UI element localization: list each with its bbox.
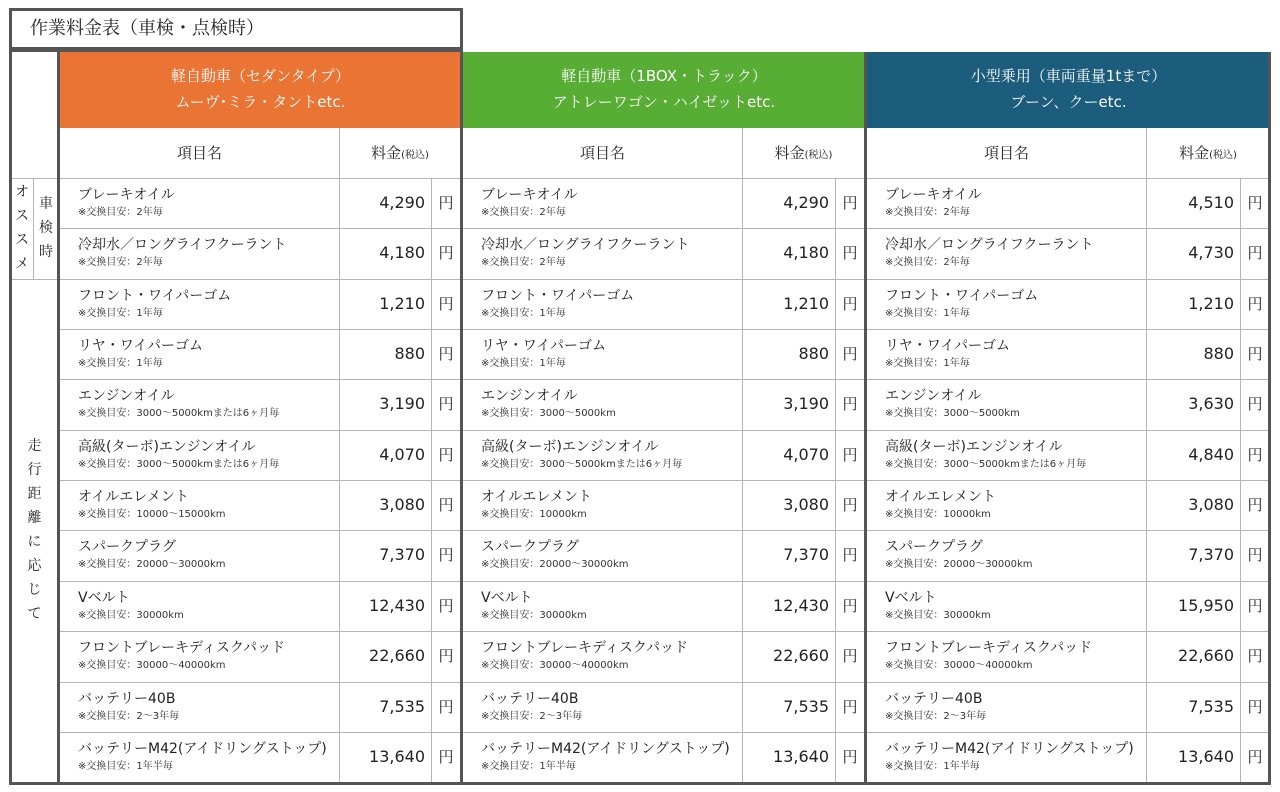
row-divider <box>60 379 461 380</box>
yen-unit: 円 <box>842 395 858 414</box>
yen-unit: 円 <box>842 546 858 565</box>
item-price: 880 <box>798 344 829 364</box>
item-name-cell <box>867 228 1146 278</box>
item-price: 7,535 <box>1188 696 1234 716</box>
item-name-cell <box>60 631 339 681</box>
item-name-cell <box>463 581 742 631</box>
item-name: スパークプラグ <box>885 539 983 556</box>
side-divider <box>9 178 60 179</box>
item-name-cell <box>463 178 742 228</box>
row-divider <box>867 581 1270 582</box>
side-label-char: ス <box>15 208 29 224</box>
yen-divider <box>1240 178 1241 782</box>
item-note: ※交換目安：1年毎 <box>885 358 970 370</box>
item-price: 22,660 <box>773 646 829 666</box>
item-name: バッテリー40B <box>885 690 983 707</box>
item-price: 22,660 <box>369 646 425 666</box>
side-label-char: 離 <box>27 510 42 526</box>
side-column-border <box>57 49 60 785</box>
item-note: ※交換目安：2年毎 <box>78 207 163 218</box>
item-price: 7,370 <box>379 545 425 565</box>
item-name-cell <box>463 329 742 379</box>
item-note: ※交換目安：1年毎 <box>78 307 163 319</box>
item-name-cell <box>867 682 1146 732</box>
row-divider <box>463 581 865 582</box>
yen-unit: 円 <box>1247 445 1263 464</box>
item-note: ※交換目安：2年毎 <box>885 257 970 269</box>
item-name-cell <box>60 732 339 782</box>
item-note: ※交換目安：30000km <box>78 609 184 621</box>
item-name: 高級(ターボ)エンジンオイル <box>78 438 256 455</box>
row-divider <box>463 530 865 531</box>
item-note: ※交換目安：10000〜15000km <box>78 509 226 521</box>
group-header-2 <box>463 52 865 128</box>
item-price: 7,370 <box>1188 545 1234 565</box>
item-price: 4,730 <box>1188 243 1234 263</box>
item-name-cell <box>60 228 339 278</box>
item-price: 12,430 <box>773 595 829 615</box>
row-divider <box>867 530 1270 531</box>
group-header-3 <box>867 52 1270 128</box>
row-divider <box>867 732 1270 733</box>
item-name: Vベルト <box>885 589 937 606</box>
price-label: 料金 <box>371 144 402 162</box>
yen-divider <box>431 178 432 782</box>
side-label-char: メ <box>15 256 29 272</box>
item-name-cell <box>463 279 742 329</box>
row-divider <box>463 279 865 280</box>
item-price: 7,535 <box>379 696 425 716</box>
side-label-char: に <box>27 534 42 550</box>
row-divider <box>60 279 461 280</box>
item-note: ※交換目安：2年毎 <box>885 207 970 218</box>
yen-unit: 円 <box>1247 596 1263 615</box>
item-note: ※交換目安：10000km <box>481 509 587 521</box>
item-note: ※交換目安：3000〜5000kmまたは6ヶ月毎 <box>885 458 1087 470</box>
yen-unit: 円 <box>438 194 454 212</box>
row-divider <box>867 631 1270 632</box>
item-price: 3,190 <box>379 394 425 414</box>
row-divider <box>60 480 461 481</box>
row-divider <box>60 631 461 632</box>
item-name-cell <box>463 480 742 530</box>
yen-unit: 円 <box>1247 496 1263 515</box>
column-header-price <box>339 128 461 178</box>
item-note: ※交換目安：1年半毎 <box>78 760 173 772</box>
row-divider <box>867 329 1270 330</box>
tax-included-label: (税込) <box>1209 150 1237 161</box>
item-name: オイルエレメント <box>78 489 189 506</box>
yen-unit: 円 <box>842 294 858 313</box>
item-note: ※交換目安：30000km <box>481 609 587 621</box>
item-name: スパークプラグ <box>481 539 579 556</box>
item-note: ※交換目安：2〜3年毎 <box>481 710 583 722</box>
item-note: ※交換目安：2年毎 <box>78 257 163 269</box>
column-divider <box>339 128 340 782</box>
column-header-item: 項目名 <box>176 144 222 162</box>
item-name: 高級(ターボ)エンジンオイル <box>481 438 659 455</box>
outer-left-border <box>9 49 12 785</box>
item-price: 4,180 <box>783 243 829 263</box>
side-label-char: オ <box>15 184 29 200</box>
item-name-cell <box>60 379 339 429</box>
row-divider <box>867 430 1270 431</box>
yen-unit: 円 <box>1247 395 1263 414</box>
side-label-char: 走 <box>27 438 42 454</box>
tax-included-label: (税込) <box>401 150 429 161</box>
item-name: フロントブレーキディスクパッド <box>481 640 689 657</box>
item-name: バッテリー40B <box>78 690 176 707</box>
side-label-char: 検 <box>39 220 53 236</box>
item-name-cell <box>867 329 1146 379</box>
row-divider <box>60 530 461 531</box>
item-name-cell <box>463 732 742 782</box>
yen-unit: 円 <box>438 395 454 414</box>
side-label-char: 距 <box>27 486 42 502</box>
item-note: ※交換目安：1年毎 <box>885 307 970 319</box>
row-divider <box>60 228 461 229</box>
side-label-inspection <box>34 192 58 264</box>
item-name: バッテリー40B <box>481 690 579 707</box>
item-name: 冷却水／ロングライフクーラント <box>481 237 690 254</box>
item-note: ※交換目安：3000〜5000kmまたは6ヶ月毎 <box>78 458 280 470</box>
item-name: ブレーキオイル <box>885 187 982 203</box>
outer-right-border <box>1268 52 1271 785</box>
row-divider <box>867 379 1270 380</box>
item-name: 冷却水／ロングライフクーラント <box>885 237 1094 254</box>
row-divider <box>867 682 1270 683</box>
yen-unit: 円 <box>842 697 858 716</box>
item-name-cell <box>463 430 742 480</box>
item-price: 880 <box>394 344 425 364</box>
yen-unit: 円 <box>842 244 858 263</box>
item-price: 4,290 <box>379 193 425 212</box>
item-price: 1,210 <box>379 293 425 313</box>
item-name: フロント・ワイパーゴム <box>885 287 1039 304</box>
row-divider <box>463 480 865 481</box>
row-divider <box>60 581 461 582</box>
item-price: 13,640 <box>1178 746 1234 766</box>
item-price: 1,210 <box>1188 293 1234 313</box>
group-header-line2: ムーヴ･ミラ・タントetc. <box>175 93 346 111</box>
yen-unit: 円 <box>438 445 454 464</box>
yen-unit: 円 <box>1247 244 1263 263</box>
item-note: ※交換目安：30000〜40000km <box>481 660 629 672</box>
item-note: ※交換目安：1年半毎 <box>885 760 980 772</box>
group-header-line2: アトレーワゴン・ハイゼットetc. <box>552 93 776 111</box>
item-name: ブレーキオイル <box>481 187 578 203</box>
group-header-line2: ブーン、クーetc. <box>1010 93 1127 111</box>
row-divider <box>867 480 1270 481</box>
item-name-cell <box>867 480 1146 530</box>
item-note: ※交換目安：2年毎 <box>481 207 566 218</box>
column-header-item: 項目名 <box>983 144 1029 162</box>
price-label: 料金 <box>1179 144 1210 162</box>
column-header-item: 項目名 <box>579 144 625 162</box>
item-name-cell <box>60 430 339 480</box>
item-price: 3,080 <box>783 495 829 515</box>
item-note: ※交換目安：3000〜5000km <box>885 408 1020 420</box>
column-divider <box>1146 128 1147 782</box>
outer-top-border <box>9 49 463 52</box>
item-name: エンジンオイル <box>481 388 578 405</box>
row-divider <box>463 631 865 632</box>
side-label-char: て <box>27 606 42 622</box>
side-label-char: 行 <box>27 462 42 478</box>
price-label: 料金 <box>774 144 805 162</box>
side-label-mileage <box>11 434 58 626</box>
header-divider <box>867 178 1270 179</box>
item-price: 4,070 <box>783 444 829 464</box>
item-price: 4,070 <box>379 444 425 464</box>
item-name: フロントブレーキディスクパッド <box>78 640 286 657</box>
item-price: 4,180 <box>379 243 425 263</box>
item-name-cell <box>60 480 339 530</box>
item-name-cell <box>867 631 1146 681</box>
item-name-cell <box>867 178 1146 228</box>
item-name: Vベルト <box>481 589 533 606</box>
item-note: ※交換目安：3000〜5000kmまたは6ヶ月毎 <box>481 458 683 470</box>
yen-divider <box>835 178 836 782</box>
item-name: バッテリーM42(アイドリングストップ) <box>481 740 730 757</box>
yen-unit: 円 <box>438 546 454 565</box>
item-name-cell <box>463 631 742 681</box>
item-name-cell <box>867 379 1146 429</box>
item-price: 4,840 <box>1188 444 1234 464</box>
page-title: 作業料金表（車検・点検時） <box>9 8 463 50</box>
row-divider <box>463 430 865 431</box>
yen-unit: 円 <box>438 496 454 515</box>
item-note: ※交換目安：1年毎 <box>481 307 566 319</box>
item-name: スパークプラグ <box>78 539 176 556</box>
yen-unit: 円 <box>842 194 858 212</box>
item-note: ※交換目安：1年毎 <box>481 358 566 370</box>
item-price: 7,535 <box>783 696 829 716</box>
item-note: ※交換目安：2年毎 <box>481 257 566 269</box>
item-name: エンジンオイル <box>885 388 982 405</box>
item-note: ※交換目安：30000km <box>885 609 991 621</box>
item-name: オイルエレメント <box>481 489 592 506</box>
row-divider <box>60 329 461 330</box>
yen-unit: 円 <box>1247 345 1263 364</box>
item-name-cell <box>867 279 1146 329</box>
yen-unit: 円 <box>842 345 858 364</box>
group-border <box>460 49 463 785</box>
yen-unit: 円 <box>842 747 858 766</box>
item-price: 7,370 <box>783 545 829 565</box>
item-name: 冷却水／ロングライフクーラント <box>78 237 287 254</box>
group-header-line1: 軽自動車（1BOX・トラック） <box>561 67 767 85</box>
group-header-line1: 小型乗用（車両重量1tまで） <box>970 67 1167 85</box>
tax-included-label: (税込) <box>804 150 833 161</box>
item-note: ※交換目安：1年半毎 <box>481 760 576 772</box>
row-divider <box>463 228 865 229</box>
yen-unit: 円 <box>1247 294 1263 313</box>
item-price: 3,630 <box>1188 394 1234 414</box>
row-divider <box>60 430 461 431</box>
item-note: ※交換目安：20000〜30000km <box>78 559 226 571</box>
item-name-cell <box>867 732 1146 782</box>
yen-unit: 円 <box>842 445 858 464</box>
yen-unit: 円 <box>438 747 454 766</box>
item-price: 13,640 <box>369 746 425 766</box>
row-divider <box>60 682 461 683</box>
item-name-cell <box>867 530 1146 580</box>
item-name-cell <box>463 530 742 580</box>
item-name-cell <box>60 178 339 228</box>
yen-unit: 円 <box>438 596 454 615</box>
item-price: 3,080 <box>379 495 425 515</box>
item-name-cell <box>867 430 1146 480</box>
item-name-cell <box>463 228 742 278</box>
item-note: ※交換目安：30000〜40000km <box>78 660 226 672</box>
row-divider <box>463 329 865 330</box>
column-header-price <box>742 128 865 178</box>
row-divider <box>867 279 1270 280</box>
item-price: 12,430 <box>369 595 425 615</box>
item-name-cell <box>60 279 339 329</box>
item-price: 4,290 <box>783 193 829 212</box>
group-border <box>864 52 867 785</box>
item-note: ※交換目安：30000〜40000km <box>885 660 1033 672</box>
item-name: バッテリーM42(アイドリングストップ) <box>78 740 327 757</box>
item-price: 3,080 <box>1188 495 1234 515</box>
item-name-cell <box>463 379 742 429</box>
yen-unit: 円 <box>1247 697 1263 716</box>
yen-unit: 円 <box>438 244 454 263</box>
item-note: ※交換目安：10000km <box>885 509 991 521</box>
item-name: フロント・ワイパーゴム <box>78 287 232 304</box>
yen-unit: 円 <box>842 496 858 515</box>
item-note: ※交換目安：2〜3年毎 <box>885 710 987 722</box>
item-name-cell <box>60 530 339 580</box>
side-label-recommend <box>11 180 33 276</box>
side-label-char: ス <box>15 232 29 248</box>
item-name-cell <box>463 682 742 732</box>
yen-unit: 円 <box>1247 647 1263 666</box>
yen-unit: 円 <box>842 647 858 666</box>
item-name: Vベルト <box>78 589 130 606</box>
row-divider <box>463 732 865 733</box>
item-note: ※交換目安：3000〜5000km <box>481 408 616 420</box>
item-name: オイルエレメント <box>885 489 996 506</box>
yen-unit: 円 <box>438 345 454 364</box>
group-header-line1: 軽自動車（セダンタイプ） <box>171 67 350 85</box>
yen-unit: 円 <box>438 697 454 716</box>
yen-unit: 円 <box>1247 194 1263 212</box>
item-name: リヤ・ワイパーゴム <box>885 338 1011 355</box>
item-name: フロントブレーキディスクパッド <box>885 640 1093 657</box>
yen-unit: 円 <box>842 596 858 615</box>
item-note: ※交換目安：1年毎 <box>78 358 163 370</box>
side-label-char: 時 <box>39 244 53 260</box>
group-header-1 <box>60 52 461 128</box>
yen-unit: 円 <box>438 647 454 666</box>
item-name-cell <box>867 581 1146 631</box>
column-divider <box>742 128 743 782</box>
yen-unit: 円 <box>1247 747 1263 766</box>
side-divider <box>9 279 60 280</box>
row-divider <box>867 228 1270 229</box>
row-divider <box>60 732 461 733</box>
item-note: ※交換目安：2〜3年毎 <box>78 710 180 722</box>
item-price: 3,190 <box>783 394 829 414</box>
side-label-char: 車 <box>39 196 53 212</box>
yen-unit: 円 <box>438 294 454 313</box>
item-price: 880 <box>1203 344 1234 364</box>
item-name: フロント・ワイパーゴム <box>481 287 635 304</box>
item-note: ※交換目安：20000〜30000km <box>885 559 1033 571</box>
item-note: ※交換目安：20000〜30000km <box>481 559 629 571</box>
column-header-price <box>1146 128 1270 178</box>
item-price: 13,640 <box>773 746 829 766</box>
item-name-cell <box>60 329 339 379</box>
side-label-char: 応 <box>27 558 42 574</box>
outer-bottom-border <box>9 782 1271 785</box>
row-divider <box>463 682 865 683</box>
item-name: リヤ・ワイパーゴム <box>78 338 204 355</box>
item-price: 22,660 <box>1178 646 1234 666</box>
yen-unit: 円 <box>1247 546 1263 565</box>
item-price: 1,210 <box>783 293 829 313</box>
item-name: エンジンオイル <box>78 388 175 405</box>
item-name: リヤ・ワイパーゴム <box>481 338 607 355</box>
header-divider <box>463 178 865 179</box>
item-name: ブレーキオイル <box>78 187 175 203</box>
item-price: 4,510 <box>1188 193 1234 212</box>
item-price: 15,950 <box>1178 595 1234 615</box>
item-name-cell <box>60 581 339 631</box>
row-divider <box>463 379 865 380</box>
header-divider <box>60 178 461 179</box>
item-note: ※交換目安：3000〜5000kmまたは6ヶ月毎 <box>78 408 280 420</box>
item-name: バッテリーM42(アイドリングストップ) <box>885 740 1134 757</box>
item-name: 高級(ターボ)エンジンオイル <box>885 438 1063 455</box>
side-label-char: じ <box>27 582 42 598</box>
item-name-cell <box>60 682 339 732</box>
